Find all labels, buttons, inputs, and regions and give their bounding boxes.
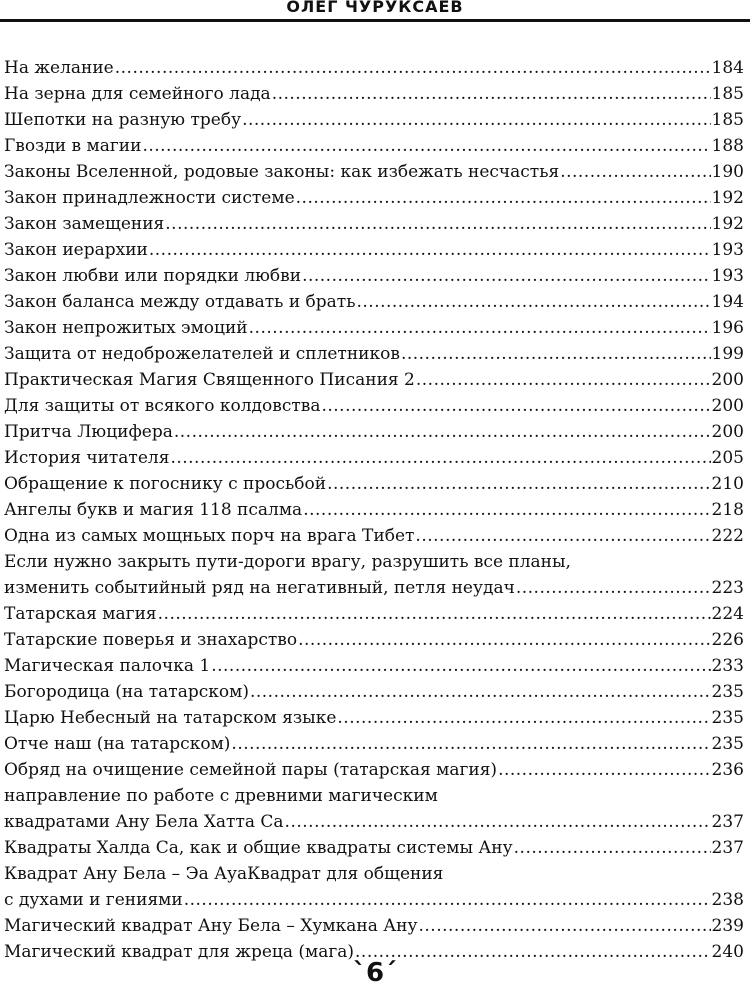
toc-entry-title: Закон баланса между отдавать и брать xyxy=(4,292,356,312)
toc-entry xyxy=(4,107,744,133)
toc-entry-page: 233 xyxy=(711,656,744,676)
dot-leader xyxy=(321,393,710,419)
toc-entry-page: 238 xyxy=(711,890,744,910)
toc-entry xyxy=(4,159,744,185)
toc-entry-title: Притча Люцифера xyxy=(4,422,173,442)
toc-entry xyxy=(4,575,744,601)
toc-entry-title-line1: Если нужно закрыть пути-дороги врагу, разрушить все планы, xyxy=(4,552,571,572)
toc-entry-page: 235 xyxy=(711,734,744,754)
toc-entry-title: Закон иерархии xyxy=(4,240,148,260)
toc-entry-page: 237 xyxy=(711,812,744,832)
toc-entry-title: На желание xyxy=(4,58,114,78)
toc-entry-page: 240 xyxy=(711,942,744,962)
dot-leader xyxy=(165,211,710,237)
toc-entry-title: Квадраты Халда Са, как и общие квадраты системы Ану xyxy=(4,838,513,858)
toc-entry xyxy=(4,601,744,627)
toc-entry-title: Практическая Магия Священного Писания 2 xyxy=(4,370,415,390)
toc-entry xyxy=(4,497,744,523)
toc-entry-title: На зерна для семейного лада xyxy=(4,84,271,104)
dot-leader xyxy=(337,705,710,731)
toc-entry xyxy=(4,55,744,81)
dot-leader xyxy=(514,835,711,861)
toc-entry-page: 193 xyxy=(711,266,744,286)
toc-entry xyxy=(4,653,744,679)
toc-entry-title: Законы Вселенной, родовые законы: как избежать несчастья xyxy=(4,162,560,182)
toc-entry-title: Закон непрожитых эмоций xyxy=(4,318,248,338)
toc-entry xyxy=(4,289,744,315)
table-of-contents xyxy=(4,55,744,965)
toc-entry-title: История читателя xyxy=(4,448,170,468)
toc-entry-page: 235 xyxy=(711,708,744,728)
dot-leader xyxy=(272,81,711,107)
toc-entry xyxy=(4,211,744,237)
toc-entry xyxy=(4,705,744,731)
toc-entry-title: с духами и гениями xyxy=(4,890,183,910)
dot-leader xyxy=(242,107,710,133)
toc-entry-page: 185 xyxy=(711,110,744,130)
toc-entry-page: 184 xyxy=(711,58,744,78)
dot-leader xyxy=(401,341,711,367)
toc-entry-title: Царю Небесный на татарском языке xyxy=(4,708,337,728)
toc-entry xyxy=(4,835,744,861)
toc-entry-title: Магический квадрат для жреца (мага) xyxy=(4,942,355,962)
dot-leader xyxy=(416,367,711,393)
dot-leader xyxy=(285,809,711,835)
dot-leader xyxy=(498,757,710,783)
dot-leader xyxy=(174,419,711,445)
toc-entry xyxy=(4,133,744,159)
toc-entry xyxy=(4,185,744,211)
toc-entry-page: 222 xyxy=(711,526,744,546)
toc-entry-title: Одна из самых мощньых порч на врага Тибет xyxy=(4,526,415,546)
dot-leader xyxy=(516,575,711,601)
toc-entry-title-line1: Квадрат Ану Бела – Эа АуаКвадрат для общения xyxy=(4,864,444,884)
toc-entry-page: 188 xyxy=(711,136,744,156)
dot-leader xyxy=(298,627,710,653)
toc-entry xyxy=(4,445,744,471)
toc-entry xyxy=(4,341,744,367)
page-number: `6´ xyxy=(352,958,398,988)
toc-entry-page: 235 xyxy=(711,682,744,702)
toc-entry xyxy=(4,731,744,757)
toc-entry-page: 190 xyxy=(711,162,744,182)
dot-leader xyxy=(158,601,711,627)
toc-entry-title: Татарские поверья и знахарство xyxy=(4,630,298,650)
dot-leader xyxy=(170,445,710,471)
dot-leader xyxy=(249,315,711,341)
toc-entry-title: Шепотки на разную требу xyxy=(4,110,242,130)
toc-entry-title: Магический квадрат Ану Бела – Хумкана Ану xyxy=(4,916,418,936)
author-name: ОЛЕГ ЧУРУКСАЕВ xyxy=(286,0,464,16)
toc-entry-title: изменить событийный ряд на негативный, петля неудач xyxy=(4,578,515,598)
toc-entry-page: 200 xyxy=(711,396,744,416)
toc-entry xyxy=(4,419,744,445)
toc-entry-page: 236 xyxy=(711,760,744,780)
dot-leader xyxy=(250,679,711,705)
toc-entry-page: 237 xyxy=(711,838,744,858)
toc-entry-page: 218 xyxy=(711,500,744,520)
page-footer xyxy=(0,958,750,988)
toc-entry xyxy=(4,263,744,289)
toc-entry xyxy=(4,237,744,263)
toc-entry-title: Гвозди в магии xyxy=(4,136,142,156)
toc-entry-title: Богородица (на татарском) xyxy=(4,682,249,702)
toc-entry xyxy=(4,913,744,939)
toc-entry-page: 196 xyxy=(711,318,744,338)
dot-leader xyxy=(296,185,711,211)
dot-leader xyxy=(415,523,710,549)
toc-entry-page: 226 xyxy=(711,630,744,650)
running-header xyxy=(0,0,750,24)
toc-entry xyxy=(4,367,744,393)
toc-entry xyxy=(4,523,744,549)
toc-entry-title: Закон любви или порядки любви xyxy=(4,266,302,286)
dot-leader xyxy=(142,133,710,159)
dot-leader xyxy=(302,263,710,289)
dot-leader xyxy=(149,237,711,263)
toc-entry-title-line1: направление по работе с древними магическим xyxy=(4,786,438,806)
dot-leader xyxy=(115,55,711,81)
dot-leader xyxy=(356,289,710,315)
toc-entry-title: Магическая палочка 1 xyxy=(4,656,211,676)
toc-entry-page: 200 xyxy=(711,370,744,390)
header-rule xyxy=(0,19,750,22)
toc-entry xyxy=(4,887,744,913)
toc-entry-title: Обряд на очищение семейной пары (татарская магия) xyxy=(4,760,498,780)
dot-leader xyxy=(327,471,710,497)
toc-entry xyxy=(4,81,744,107)
toc-entry-page: 192 xyxy=(711,214,744,234)
dot-leader xyxy=(560,159,710,185)
dot-leader xyxy=(419,913,711,939)
toc-entry-title: Защита от недоброжелателей и сплетников xyxy=(4,344,400,364)
dot-leader xyxy=(303,497,710,523)
toc-entry-page: 210 xyxy=(711,474,744,494)
toc-entry xyxy=(4,809,744,835)
dot-leader xyxy=(211,653,710,679)
toc-entry-page: 185 xyxy=(711,84,744,104)
toc-entry-title: Закон принадлежности системе xyxy=(4,188,295,208)
toc-entry-first-line xyxy=(4,861,744,887)
toc-entry-title: Татарская магия xyxy=(4,604,157,624)
toc-entry-page: 199 xyxy=(711,344,744,364)
toc-entry-page: 200 xyxy=(711,422,744,442)
toc-entry xyxy=(4,471,744,497)
toc-entry xyxy=(4,393,744,419)
toc-entry xyxy=(4,757,744,783)
dot-leader xyxy=(231,731,710,757)
toc-entry-title: квадратами Ану Бела Хатта Са xyxy=(4,812,284,832)
toc-entry-title: Обращение к погоснику с просьбой xyxy=(4,474,327,494)
toc-entry-first-line xyxy=(4,549,744,575)
toc-entry-page: 239 xyxy=(711,916,744,936)
toc-entry-page: 224 xyxy=(711,604,744,624)
toc-entry xyxy=(4,627,744,653)
toc-entry-first-line xyxy=(4,783,744,809)
toc-entry-page: 223 xyxy=(711,578,744,598)
toc-entry xyxy=(4,315,744,341)
toc-entry-page: 192 xyxy=(711,188,744,208)
toc-entry-page: 193 xyxy=(711,240,744,260)
toc-entry-page: 205 xyxy=(711,448,744,468)
toc-entry xyxy=(4,679,744,705)
dot-leader xyxy=(184,887,711,913)
toc-entry-title: Закон замещения xyxy=(4,214,165,234)
toc-entry-page: 194 xyxy=(711,292,744,312)
toc-entry-title: Для защиты от всякого колдовства xyxy=(4,396,321,416)
toc-entry-title: Ангелы букв и магия 118 псалма xyxy=(4,500,303,520)
toc-entry-title: Отче наш (на татарском) xyxy=(4,734,231,754)
